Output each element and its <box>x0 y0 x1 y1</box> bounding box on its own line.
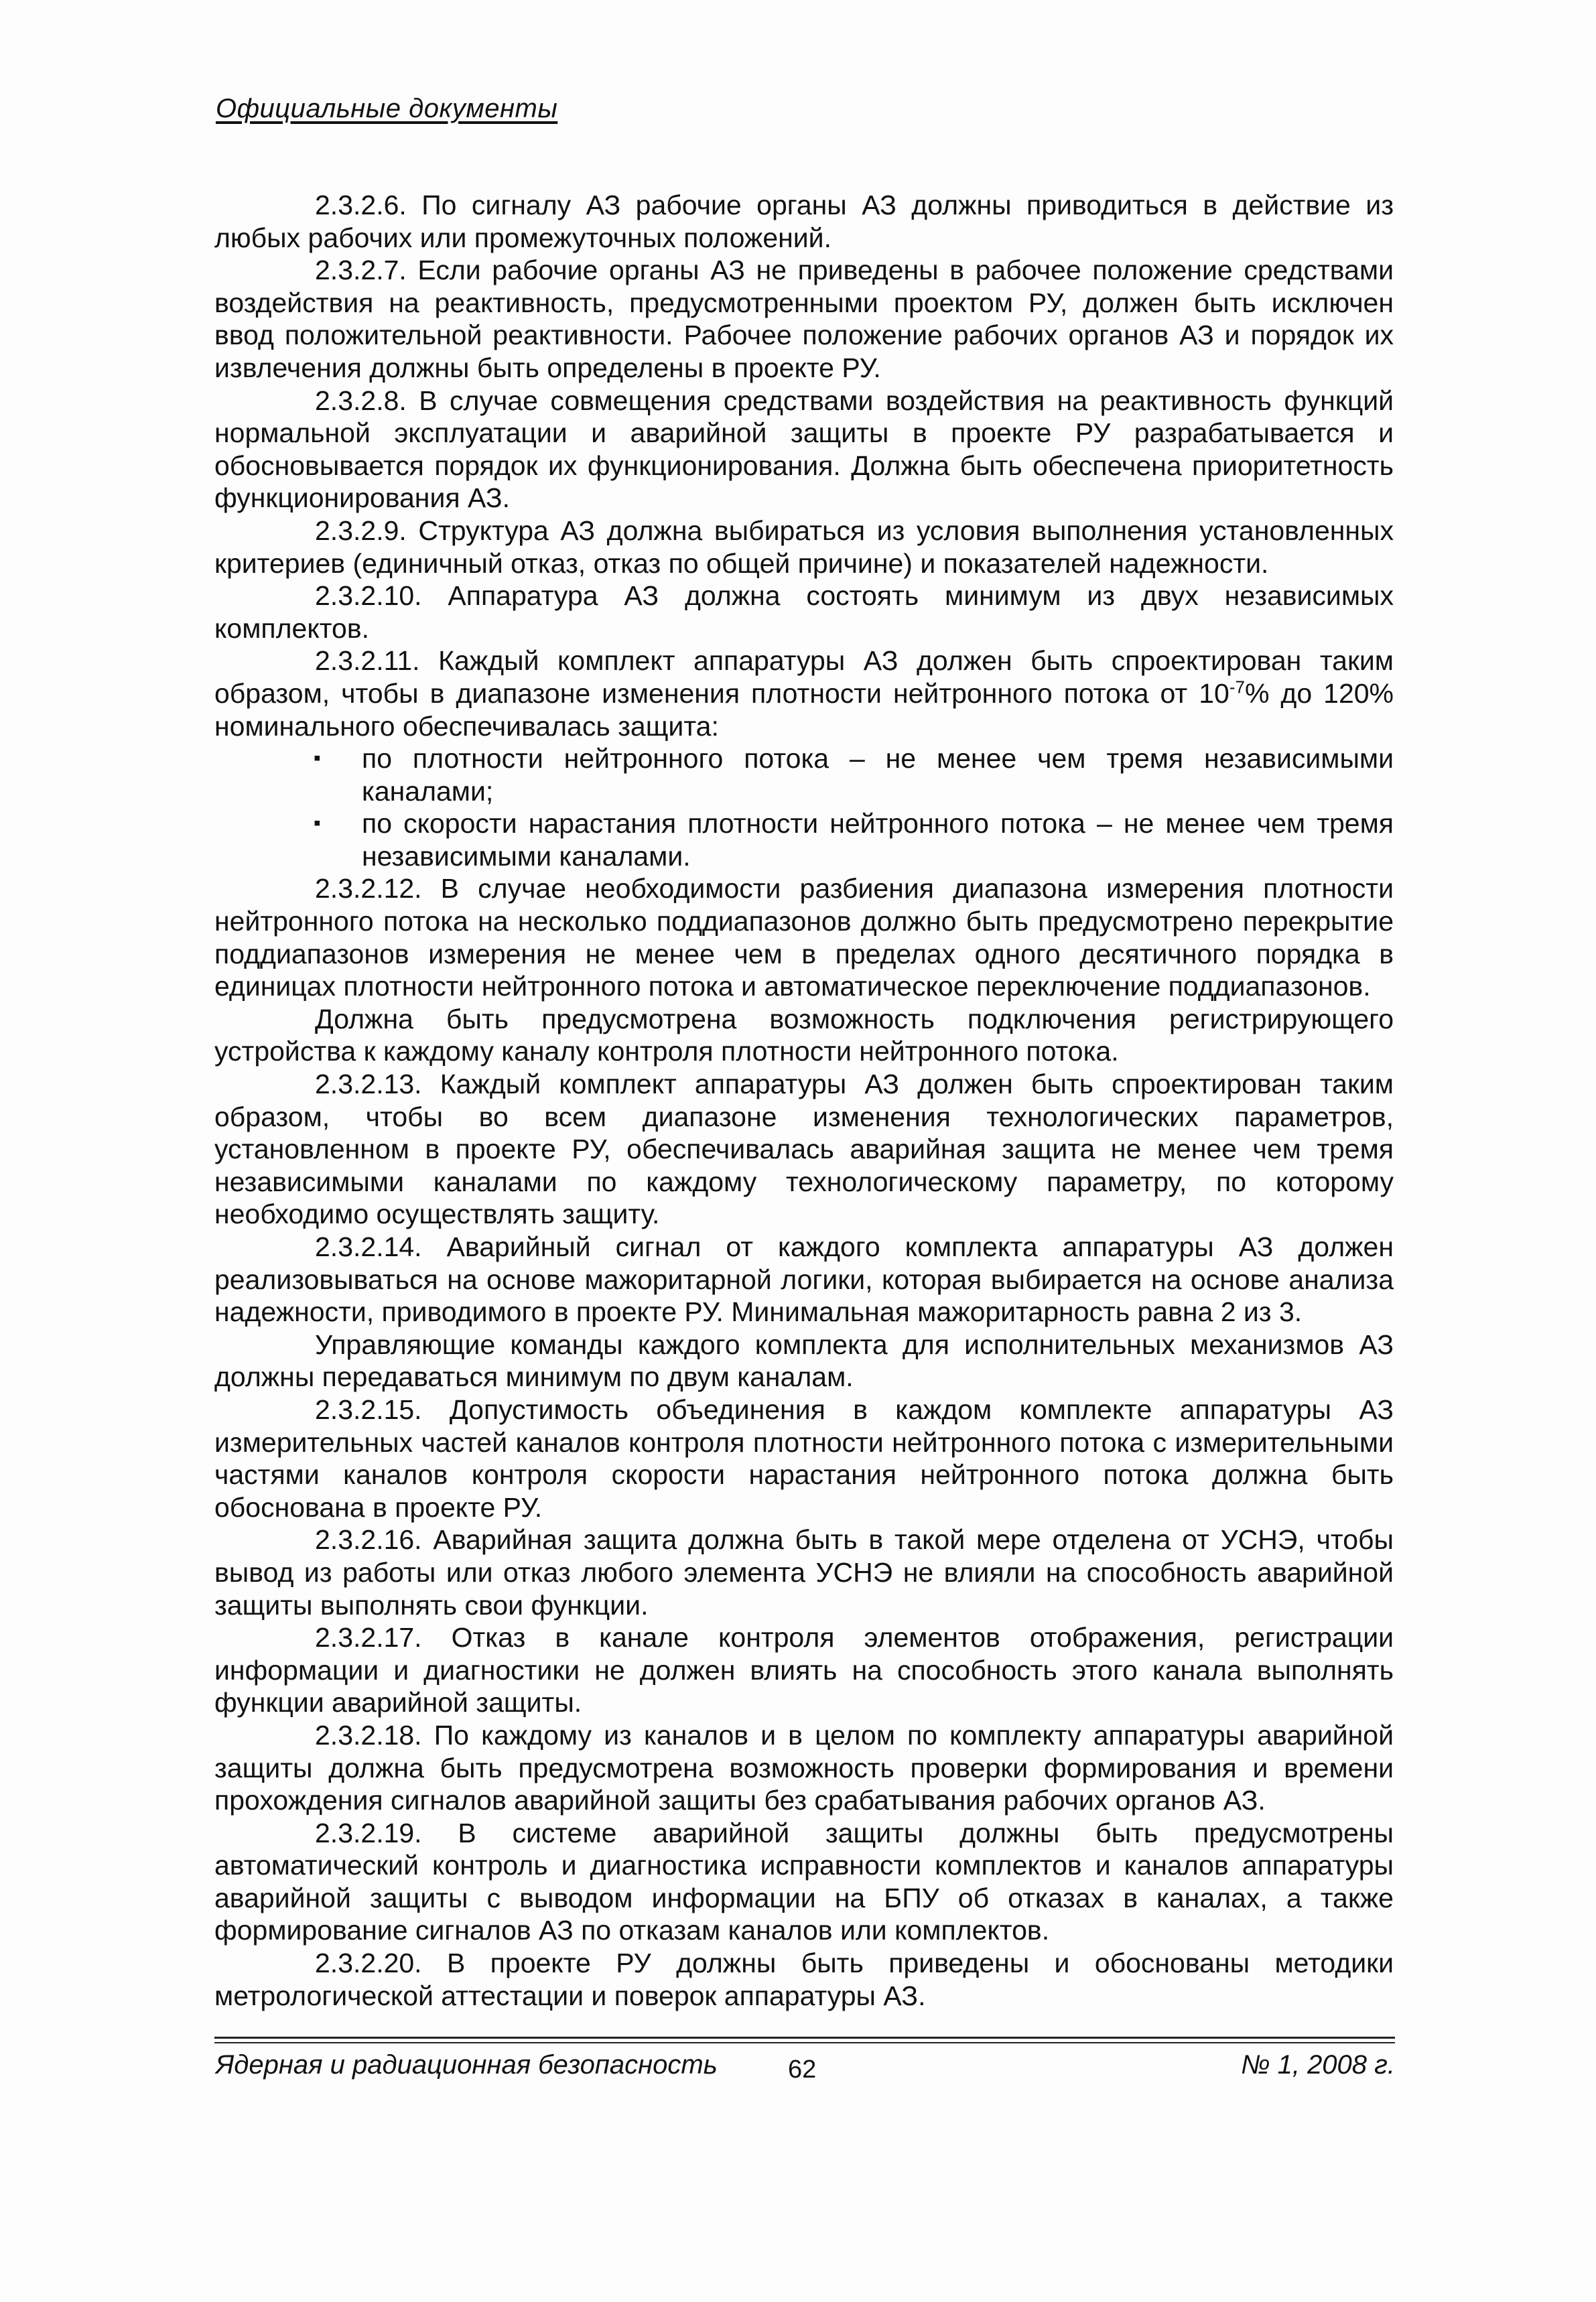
paragraph-2-3-2-11-text-a: 2.3.2.11. Каждый комплект аппаратуры АЗ должен быть спроектирован таким образом, чтобы в диапазоне изменения плотности нейтронного потока от 10 <box>214 645 1394 709</box>
paragraph-2-3-2-9: 2.3.2.9. Структура АЗ должна выбираться из условия выполнения установленных критериев (единичный отказ, отказ по общей причине) и показателей надежности. <box>214 515 1394 579</box>
page-number: 62 <box>788 2055 817 2084</box>
bullet-icon: ▪ <box>314 812 321 835</box>
footer-issue: № 1, 2008 г. <box>1241 2050 1395 2080</box>
paragraph-2-3-2-20: 2.3.2.20. В проекте РУ должны быть приведены и обоснованы методики метрологической аттестации и поверок аппаратуры АЗ. <box>214 1948 1394 2011</box>
paragraph-2-3-2-7: 2.3.2.7. Если рабочие органы АЗ не приведены в рабочее положение средствами воздействия на реактивность, предусмотренными проектом РУ, должен быть исключен ввод положительной реактивности. Рабочее положение рабочих органов АЗ и порядок их извлечения должны быть определены в проекте РУ. <box>214 255 1394 383</box>
bullet-item <box>214 807 1394 872</box>
paragraph-2-3-2-11-text-b: % до 120% номинального обеспечивалась защита: <box>214 677 1394 742</box>
footer-divider <box>214 2042 1395 2043</box>
bullet-list <box>214 742 1394 872</box>
paragraph-registration: Должна быть предусмотрена возможность подключения регистрирующего устройства к каждому каналу контроля плотности нейтронного потока. <box>214 1003 1394 1067</box>
paragraph-2-3-2-11 <box>214 645 1394 742</box>
footer-divider <box>214 2037 1395 2039</box>
bullet-item <box>214 742 1394 807</box>
paragraph-2-3-2-6: 2.3.2.6. По сигналу АЗ рабочие органы АЗ должны приводиться в действие из любых рабочих или промежуточных положений. <box>214 190 1394 253</box>
running-header: Официальные документы <box>216 94 558 123</box>
paragraph-2-3-2-18: 2.3.2.18. По каждому из каналов и в целом по комплекту аппаратуры аварийной защиты должна быть предусмотрена возможность проверки формирования и времени прохождения сигналов аварийной защиты без срабатывания рабочих органов АЗ. <box>214 1719 1394 1816</box>
bullet-text: по плотности нейтронного потока – не менее чем тремя независимыми каналами; <box>362 743 1394 807</box>
paragraph-2-3-2-17: 2.3.2.17. Отказ в канале контроля элементов отображения, регистрации информации и диагностики не должен влиять на способность этого канала выполнять функции аварийной защиты. <box>214 1622 1394 1718</box>
paragraph-2-3-2-16: 2.3.2.16. Аварийная защита должна быть в такой мере отделена от УСНЭ, чтобы вывод из работы или отказ любого элемента УСНЭ не влияли на способность аварийной защиты выполнять свои функции. <box>214 1524 1394 1621</box>
body-text <box>214 189 1394 2012</box>
paragraph-2-3-2-15: 2.3.2.15. Допустимость объединения в каждом комплекте аппаратуры АЗ измерительных частей каналов контроля плотности нейтронного потока с измерительными частями каналов контроля скорости нарастания нейтронного потока должна быть обоснована в проекте РУ. <box>214 1394 1394 1523</box>
footer-journal-title: Ядерная и радиационная безопасность <box>216 2050 718 2080</box>
bullet-text: по скорости нарастания плотности нейтронного потока – не менее чем тремя независимыми каналами. <box>362 808 1394 872</box>
paragraph-2-3-2-14: 2.3.2.14. Аварийный сигнал от каждого комплекта аппаратуры АЗ должен реализовываться на основе мажоритарной логики, которая выбирается на основе анализа надежности, приводимого в проекте РУ. Минимальная мажоритарность равна 2 из 3. <box>214 1231 1394 1328</box>
paragraph-2-3-2-8: 2.3.2.8. В случае совмещения средствами воздействия на реактивность функций нормальной эксплуатации и аварийной защиты в проекте РУ разрабатывается и обосновывается порядок их функционирования. Должна быть обеспечена приоритетность функционирования АЗ. <box>214 385 1394 514</box>
exponent: -7 <box>1229 677 1245 697</box>
paragraph-2-3-2-13: 2.3.2.13. Каждый комплект аппаратуры АЗ должен быть спроектирован таким образом, чтобы во всем диапазоне изменения технологических параметров, установленном в проекте РУ, обеспечивалась аварийная защита не менее чем тремя независимыми каналами по каждому технологическому параметру, по которому необходимо осуществлять защиту. <box>214 1069 1394 1230</box>
bullet-icon: ▪ <box>314 747 321 770</box>
paragraph-2-3-2-12: 2.3.2.12. В случае необходимости разбиения диапазона измерения плотности нейтронного потока на несколько поддиапазонов должно быть предусмотрено перекрытие поддиапазонов измерения не менее чем в пределах одного десятичного порядка в единицах плотности нейтронного потока и автоматическое переключение поддиапазонов. <box>214 873 1394 1002</box>
paragraph-2-3-2-10: 2.3.2.10. Аппаратура АЗ должна состоять минимум из двух независимых комплектов. <box>214 580 1394 644</box>
paragraph-2-3-2-19: 2.3.2.19. В системе аварийной защиты должны быть предусмотрены автоматический контроль и диагностика исправности комплектов и каналов аппаратуры аварийной защиты с выводом информации на БПУ об отказах в каналах, а также формирование сигналов АЗ по отказам каналов или комплектов. <box>214 1817 1394 1946</box>
paragraph-control-commands: Управляющие команды каждого комплекта для исполнительных механизмов АЗ должны передаваться минимум по двум каналам. <box>214 1329 1394 1393</box>
